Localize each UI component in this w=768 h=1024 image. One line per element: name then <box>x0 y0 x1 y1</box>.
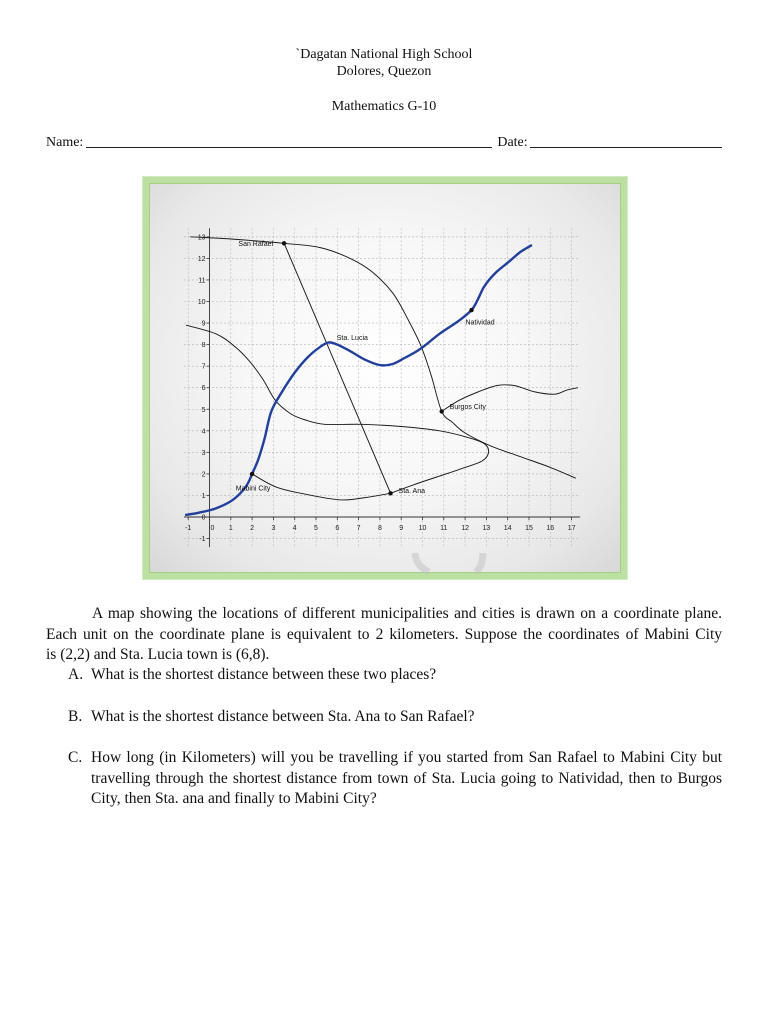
name-label: Name: <box>46 135 84 150</box>
place-marker <box>282 241 286 245</box>
y-tick-label: 4 <box>201 428 206 436</box>
x-tick-label: 8 <box>377 525 382 532</box>
name-date-row <box>46 135 722 151</box>
y-tick-label: 3 <box>201 449 206 457</box>
x-tick-label: 4 <box>292 525 297 532</box>
place-marker <box>250 472 254 476</box>
subject-title: Mathematics G-10 <box>331 99 437 114</box>
place-marker <box>439 409 443 413</box>
question-line: What is the shortest distance between Sta. Ana to San Rafael? <box>91 708 475 725</box>
y-tick-label: 8 <box>201 342 206 350</box>
watermark-stroke <box>415 553 429 572</box>
x-tick-label: 0 <box>210 525 215 532</box>
place-label: Mabini City <box>235 485 271 493</box>
x-tick-label: 6 <box>335 525 340 532</box>
place-label: San Rafael <box>238 240 274 248</box>
x-tick-label: 5 <box>314 525 318 532</box>
place-label: Natividad <box>465 319 495 327</box>
question-line: What is the shortest distance between these two places? <box>91 666 437 683</box>
x-tick-label: 9 <box>399 525 404 532</box>
y-tick-label: 5 <box>201 406 206 414</box>
y-tick-label: 12 <box>197 255 206 263</box>
place-marker <box>469 308 473 312</box>
y-tick-label: 0 <box>201 514 206 522</box>
intro-line: is (2,2) and Sta. Lucia town is (6,8). <box>46 646 270 664</box>
y-tick-label: 7 <box>201 363 206 371</box>
y-tick-label: 13 <box>197 234 206 242</box>
name-blank <box>86 135 492 148</box>
y-tick-label: 9 <box>201 320 206 328</box>
x-tick-label: 15 <box>525 525 533 532</box>
intro-line: Each unit on the coordinate plane is equivalent to 2 kilometers. Suppose the coordinates of Mabini City <box>46 625 722 643</box>
map-figure <box>143 177 627 579</box>
x-tick-label: 17 <box>567 525 576 532</box>
question-c <box>68 748 722 810</box>
x-tick-label: 10 <box>418 525 427 532</box>
y-tick-label: 11 <box>198 277 206 285</box>
x-tick-label: 16 <box>546 525 555 532</box>
school-location: Dolores, Quezon <box>336 64 432 79</box>
watermark-stroke <box>476 553 483 572</box>
place-label: Sta. Lucia <box>336 334 368 342</box>
x-tick-label: 7 <box>356 525 361 532</box>
watermark-shape <box>415 553 483 572</box>
coordinate-map <box>143 177 627 579</box>
x-tick-label: 13 <box>482 525 491 532</box>
question-a <box>68 665 722 686</box>
date-blank <box>530 135 722 148</box>
question-line: travelling through the shortest distance from town of Sta. Lucia going to Natividad, then to Burgos <box>91 769 722 787</box>
y-tick-label: 2 <box>201 471 206 479</box>
question-line: How long (in Kilometers) will you be travelling if you started from San Rafael to Mabini City but <box>91 749 722 766</box>
intro-line: A map showing the locations of different municipalities and cities is drawn on a coordinate plane. <box>92 605 722 622</box>
y-tick-label: 10 <box>197 299 206 306</box>
question-text <box>91 665 722 686</box>
x-tick-label: 14 <box>503 525 512 532</box>
y-tick-label: 1 <box>201 492 206 500</box>
question-text <box>91 748 722 810</box>
question-text <box>91 707 722 728</box>
road-line <box>190 237 576 478</box>
question-line: City, then Sta. ana and finally to Mabini City? <box>91 790 377 808</box>
question-letter: B. <box>68 708 83 725</box>
x-tick-label: 2 <box>250 525 255 532</box>
x-tick-label: 11 <box>440 525 448 532</box>
x-tick-label: 1 <box>228 525 233 532</box>
question-letter: C. <box>68 749 83 766</box>
place-label: Sta. Ana <box>398 487 426 495</box>
school-name: `Dagatan National High School <box>295 47 473 62</box>
question-b <box>68 707 722 728</box>
date-label: Date: <box>497 135 528 150</box>
place-label: Burgos City <box>449 403 486 411</box>
x-tick-label: 12 <box>461 525 469 532</box>
x-tick-label: -1 <box>185 525 192 532</box>
y-tick-label: 6 <box>201 385 206 393</box>
question-letter: A. <box>68 666 84 683</box>
y-tick-label: -1 <box>199 536 206 544</box>
intro-paragraph <box>46 604 722 666</box>
place-marker <box>388 491 392 495</box>
x-tick-label: 3 <box>271 525 276 532</box>
road-line <box>252 474 391 500</box>
